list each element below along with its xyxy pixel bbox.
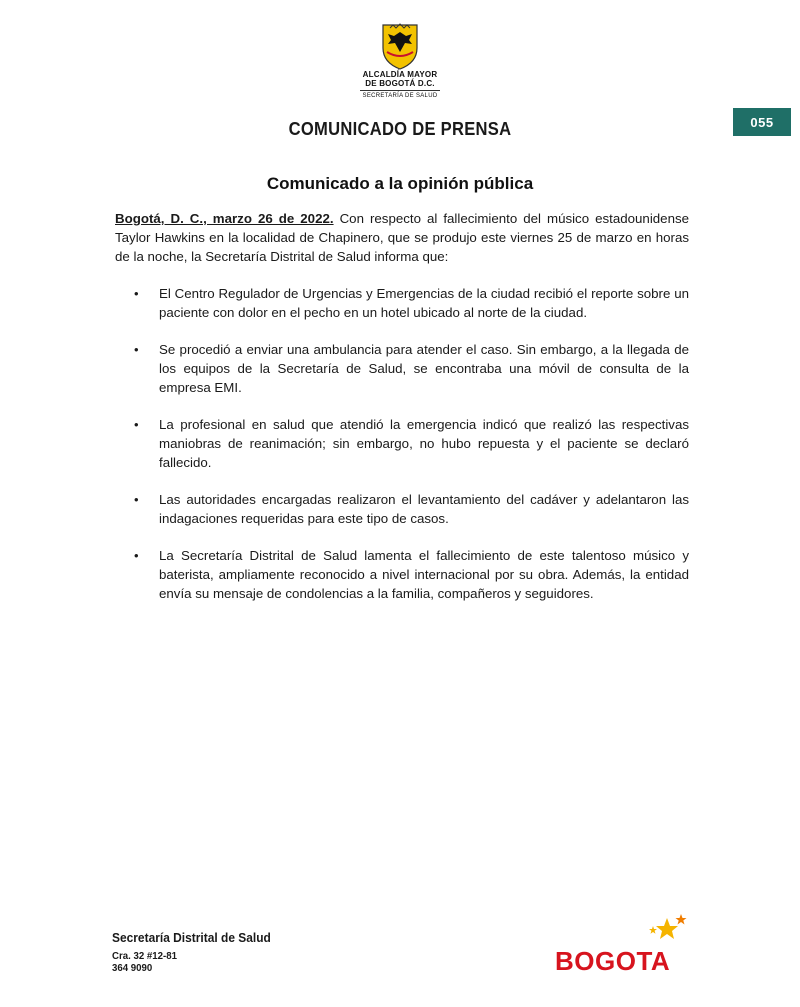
- list-item: [115, 415, 689, 472]
- footer-address: Cra. 32 #12-81: [112, 950, 177, 962]
- list-item: [115, 340, 689, 397]
- bogota-coat-of-arms-icon: [380, 22, 420, 70]
- logo-line-1: ALCALDÍA MAYOR: [362, 70, 438, 79]
- footer-contact: [112, 930, 285, 974]
- press-release-heading: COMUNICADO DE PRENSA: [288, 119, 512, 139]
- list-item-text: Las autoridades encargadas realizaron el levantamiento del cadáver y adelantaron las indagaciones requeridas para este tipo de casos.: [159, 492, 689, 526]
- bullet-icon: •: [134, 417, 139, 432]
- intro-paragraph: [115, 209, 689, 266]
- bullet-icon: •: [134, 342, 139, 357]
- list-item: [115, 284, 689, 322]
- bogota-brand-logo: [555, 912, 695, 982]
- statement-list: [115, 284, 689, 603]
- list-item-text: El Centro Regulador de Urgencias y Emergencias de la ciudad recibió el reporte sobre un paciente con dolor en el pecho en un hotel ubicado al norte de la ciudad.: [159, 286, 689, 320]
- logo-subtitle: SECRETARÍA DE SALUD: [362, 93, 438, 99]
- document-body: [115, 209, 689, 621]
- bogota-wordmark: BOGOTA: [555, 946, 671, 976]
- alcaldia-logo: [340, 22, 460, 100]
- bullet-icon: •: [134, 548, 139, 563]
- logo-line-2: DE BOGOTÁ D.C.: [365, 79, 435, 88]
- list-item-text: La Secretaría Distrital de Salud lamenta el fallecimiento de este talentoso músico y baterista, ampliamente reconocido a nivel internacional por su obra. Además, la entidad envía su mensaje de condolencias a la familia, compañeros y seguidores.: [159, 548, 689, 601]
- list-item: [115, 546, 689, 603]
- release-number-badge: 055: [733, 108, 791, 136]
- dateline: Bogotá, D. C., marzo 26 de 2022.: [115, 211, 334, 226]
- document-title: Comunicado a la opinión pública: [266, 174, 534, 193]
- bullet-icon: •: [134, 286, 139, 301]
- list-item-text: La profesional en salud que atendió la emergencia indicó que realizó las respectivas maniobras de reanimación; sin embargo, no hubo repuesta y el paciente se declaró fallecido.: [159, 417, 689, 470]
- list-item: [115, 490, 689, 528]
- list-item-text: Se procedió a enviar una ambulancia para atender el caso. Sin embargo, a la llegada de los equipos de la Secretaría de Salud, se encontraba una móvil de consulta de la empresa EMI.: [159, 342, 689, 395]
- footer-organization: Secretaría Distrital de Salud: [112, 930, 271, 945]
- logo-divider: [360, 90, 440, 91]
- bullet-icon: •: [134, 492, 139, 507]
- intro-text: Con respecto al fallecimiento del músico estadounidense Taylor Hawkins en la localidad de Chapinero, que se produjo este viernes 25 de marzo en horas de la noche, la Secretaría Distrital de Salud informa que:: [115, 211, 690, 264]
- footer-phone: 364 9090: [112, 962, 153, 974]
